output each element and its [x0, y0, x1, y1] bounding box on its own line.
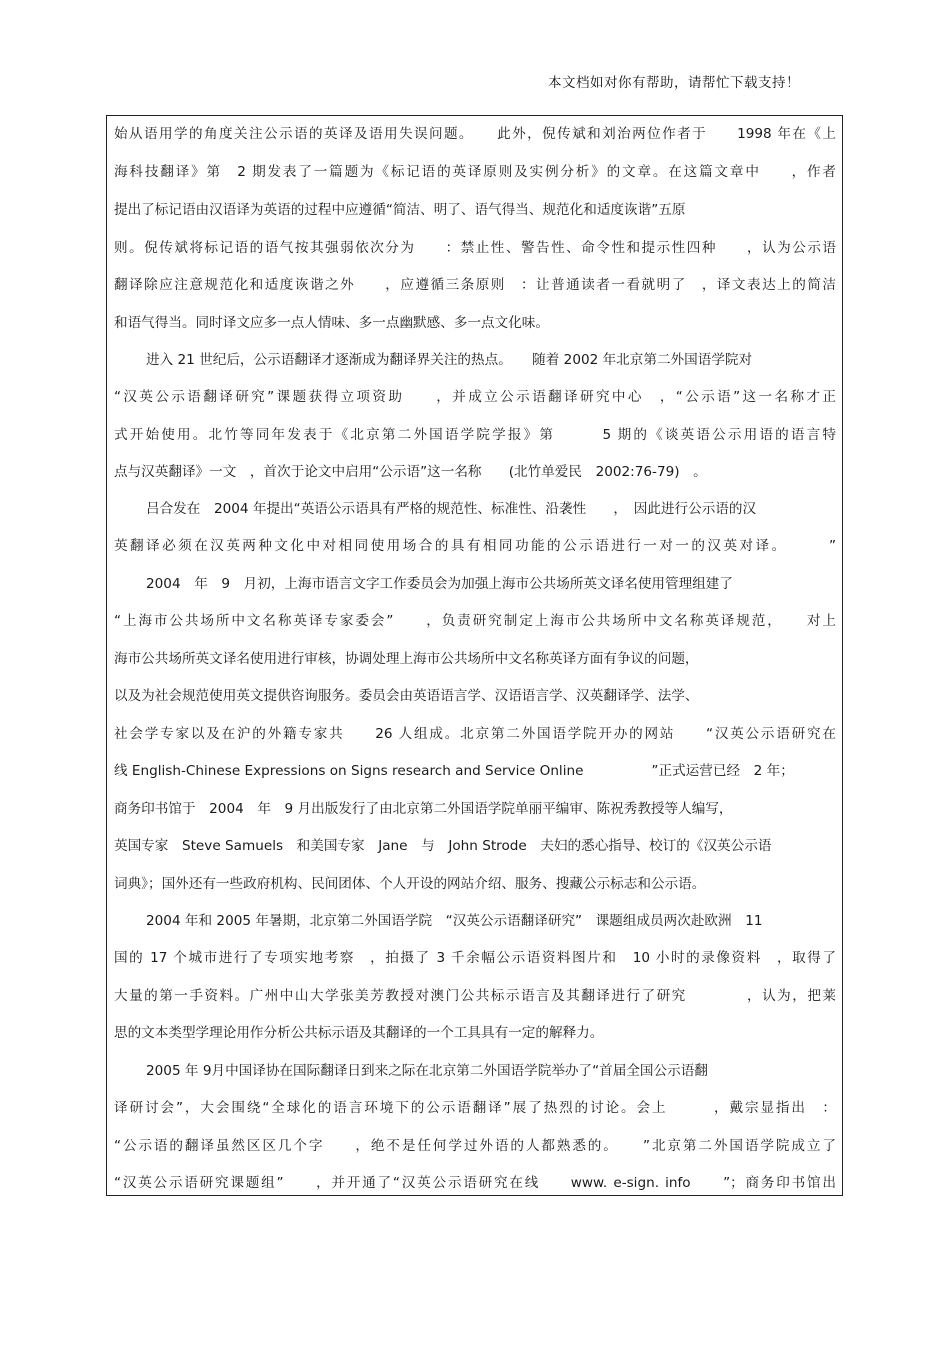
text-line: 大量的第一手资料。广州中山大学张美芳教授对澳门公共标示语言及其翻译进行了研究 ，认为，把莱 [114, 988, 836, 1004]
paragraph-start-line: 2004 年 9 月初，上海市语言文字工作委员会为加强上海市公共场所英文译名使用管理组建了 [146, 576, 733, 592]
text-line: 则。倪传斌将标记语的语气按其强弱依次分为 ：禁止性、警告性、命令性和提示性四种 ，认为公示语 [114, 240, 836, 256]
download-support-note: 本文档如对你有帮助，请帮忙下载支持！ [548, 75, 800, 91]
text-line: 和语气得当。同时译文应多一点人情味、多一点幽默感、多一点文化味。 [114, 315, 549, 331]
text-line: 翻译除应注意规范化和适度诙谐之外 ，应遵循三条原则 ：让普通读者一看就明了 ，译文表达上的简洁 [114, 277, 836, 293]
text-line: 英国专家 Steve Samuels 和美国专家 Jane 与 John Strode 夫妇的悉心指导、校订的《汉英公示语 [114, 838, 772, 854]
text-line: 商务印书馆于 2004 年 9 月出版发行了由北京第二外国语学院单丽平编审、陈祝秀教授等人编写， [114, 801, 733, 817]
paragraph-start-line: 2005 年 9月中国译协在国际翻译日到来之际在北京第二外国语学院举办了“首届全国公示语翻 [146, 1063, 708, 1079]
text-line: 以及为社会规范使用英文提供咨询服务。委员会由英语语言学、汉语语言学、汉英翻译学、法学、 [114, 688, 699, 704]
text-line: 社会学专家以及在沪的外籍专家共 26 人组成。北京第二外国语学院开办的网站 “汉英公示语研究在 [114, 726, 836, 742]
text-line: 思的文本类型学理论用作分析公共标示语及其翻译的一个工具具有一定的解释力。 [114, 1025, 604, 1041]
text-line: 海科技翻译》第 2 期发表了一篇题为《标记语的英译原则及实例分析》的文章。在这篇文章中 ，作者 [114, 164, 836, 180]
text-line: 线 English-Chinese Expressions on Signs research and Service Online ”正式运营已经 2 年； [114, 763, 794, 779]
text-line: 英翻译必须在汉英两种文化中对相同使用场合的具有相同功能的公示语进行一对一的汉英对译。 ” [114, 538, 836, 554]
text-line: “汉英公示语翻译研究”课题获得立项资助 ，并成立公示语翻译研究中心 ，“公示语”这一名称才正 [114, 389, 836, 405]
text-line: 提出了标记语由汉语译为英语的过程中应遵循“简洁、明了、语气得当、规范化和适度诙谐”五原 [114, 202, 686, 218]
text-line: 译研讨会”，大会围绕“全球化的语言环境下的公示语翻译”展了热烈的讨论。会上 ，戴宗显指出 ： [114, 1100, 836, 1116]
paragraph-start-line: 进入 21 世纪后，公示语翻译才逐渐成为翻译界关注的热点。 随着 2002 年北京第二外国语学院对 [146, 352, 753, 368]
document-text-box [106, 115, 843, 1196]
text-line: 海市公共场所英文译名使用进行审核，协调处理上海市公共场所中文名称英译方面有争议的问题， [114, 651, 699, 667]
paragraph-start-line: 吕合发在 2004 年提出“英语公示语具有严格的规范性、标准性、沿袭性 ， 因此进行公示语的汉 [146, 501, 757, 517]
text-line: “上海市公共场所中文名称英译专家委会” ，负责研究制定上海市公共场所中文名称英译规范， 对上 [114, 613, 836, 629]
text-line: 始从语用学的角度关注公示语的英译及语用失误问题。 此外，倪传斌和刘治两位作者于 1998 年在《上 [114, 126, 836, 142]
text-line: 式开始使用。北竹等同年发表于《北京第二外国语学院学报》第 5 期的《谈英语公示用语的语言特 [114, 427, 836, 443]
text-line: 词典》；国外还有一些政府机构、民间团体、个人开设的网站介绍、服务、搜藏公示标志和公示语。 [114, 876, 706, 892]
text-line: 点与汉英翻译》一文 ，首次于论文中启用“公示语”这一名称 (北竹单爱民 2002:76-79) 。 [114, 464, 707, 480]
paragraph-start-line: 2004 年和 2005 年暑期，北京第二外国语学院 “汉英公示语翻译研究” 课题组成员两次赴欧洲 11 [146, 913, 763, 929]
text-line: 国的 17 个城市进行了专项实地考察 ，拍摄了 3 千余幅公示语资料图片和 10 小时的录像资料 ，取得了 [114, 950, 836, 966]
text-line: “公示语的翻译虽然区区几个字 ，绝不是任何学过外语的人都熟悉的。 ”北京第二外国语学院成立了 [114, 1138, 836, 1154]
text-line: “汉英公示语研究课题组” ，并开通了“汉英公示语研究在线 www. e-sign. info ”；商务印书馆出 [114, 1175, 836, 1191]
